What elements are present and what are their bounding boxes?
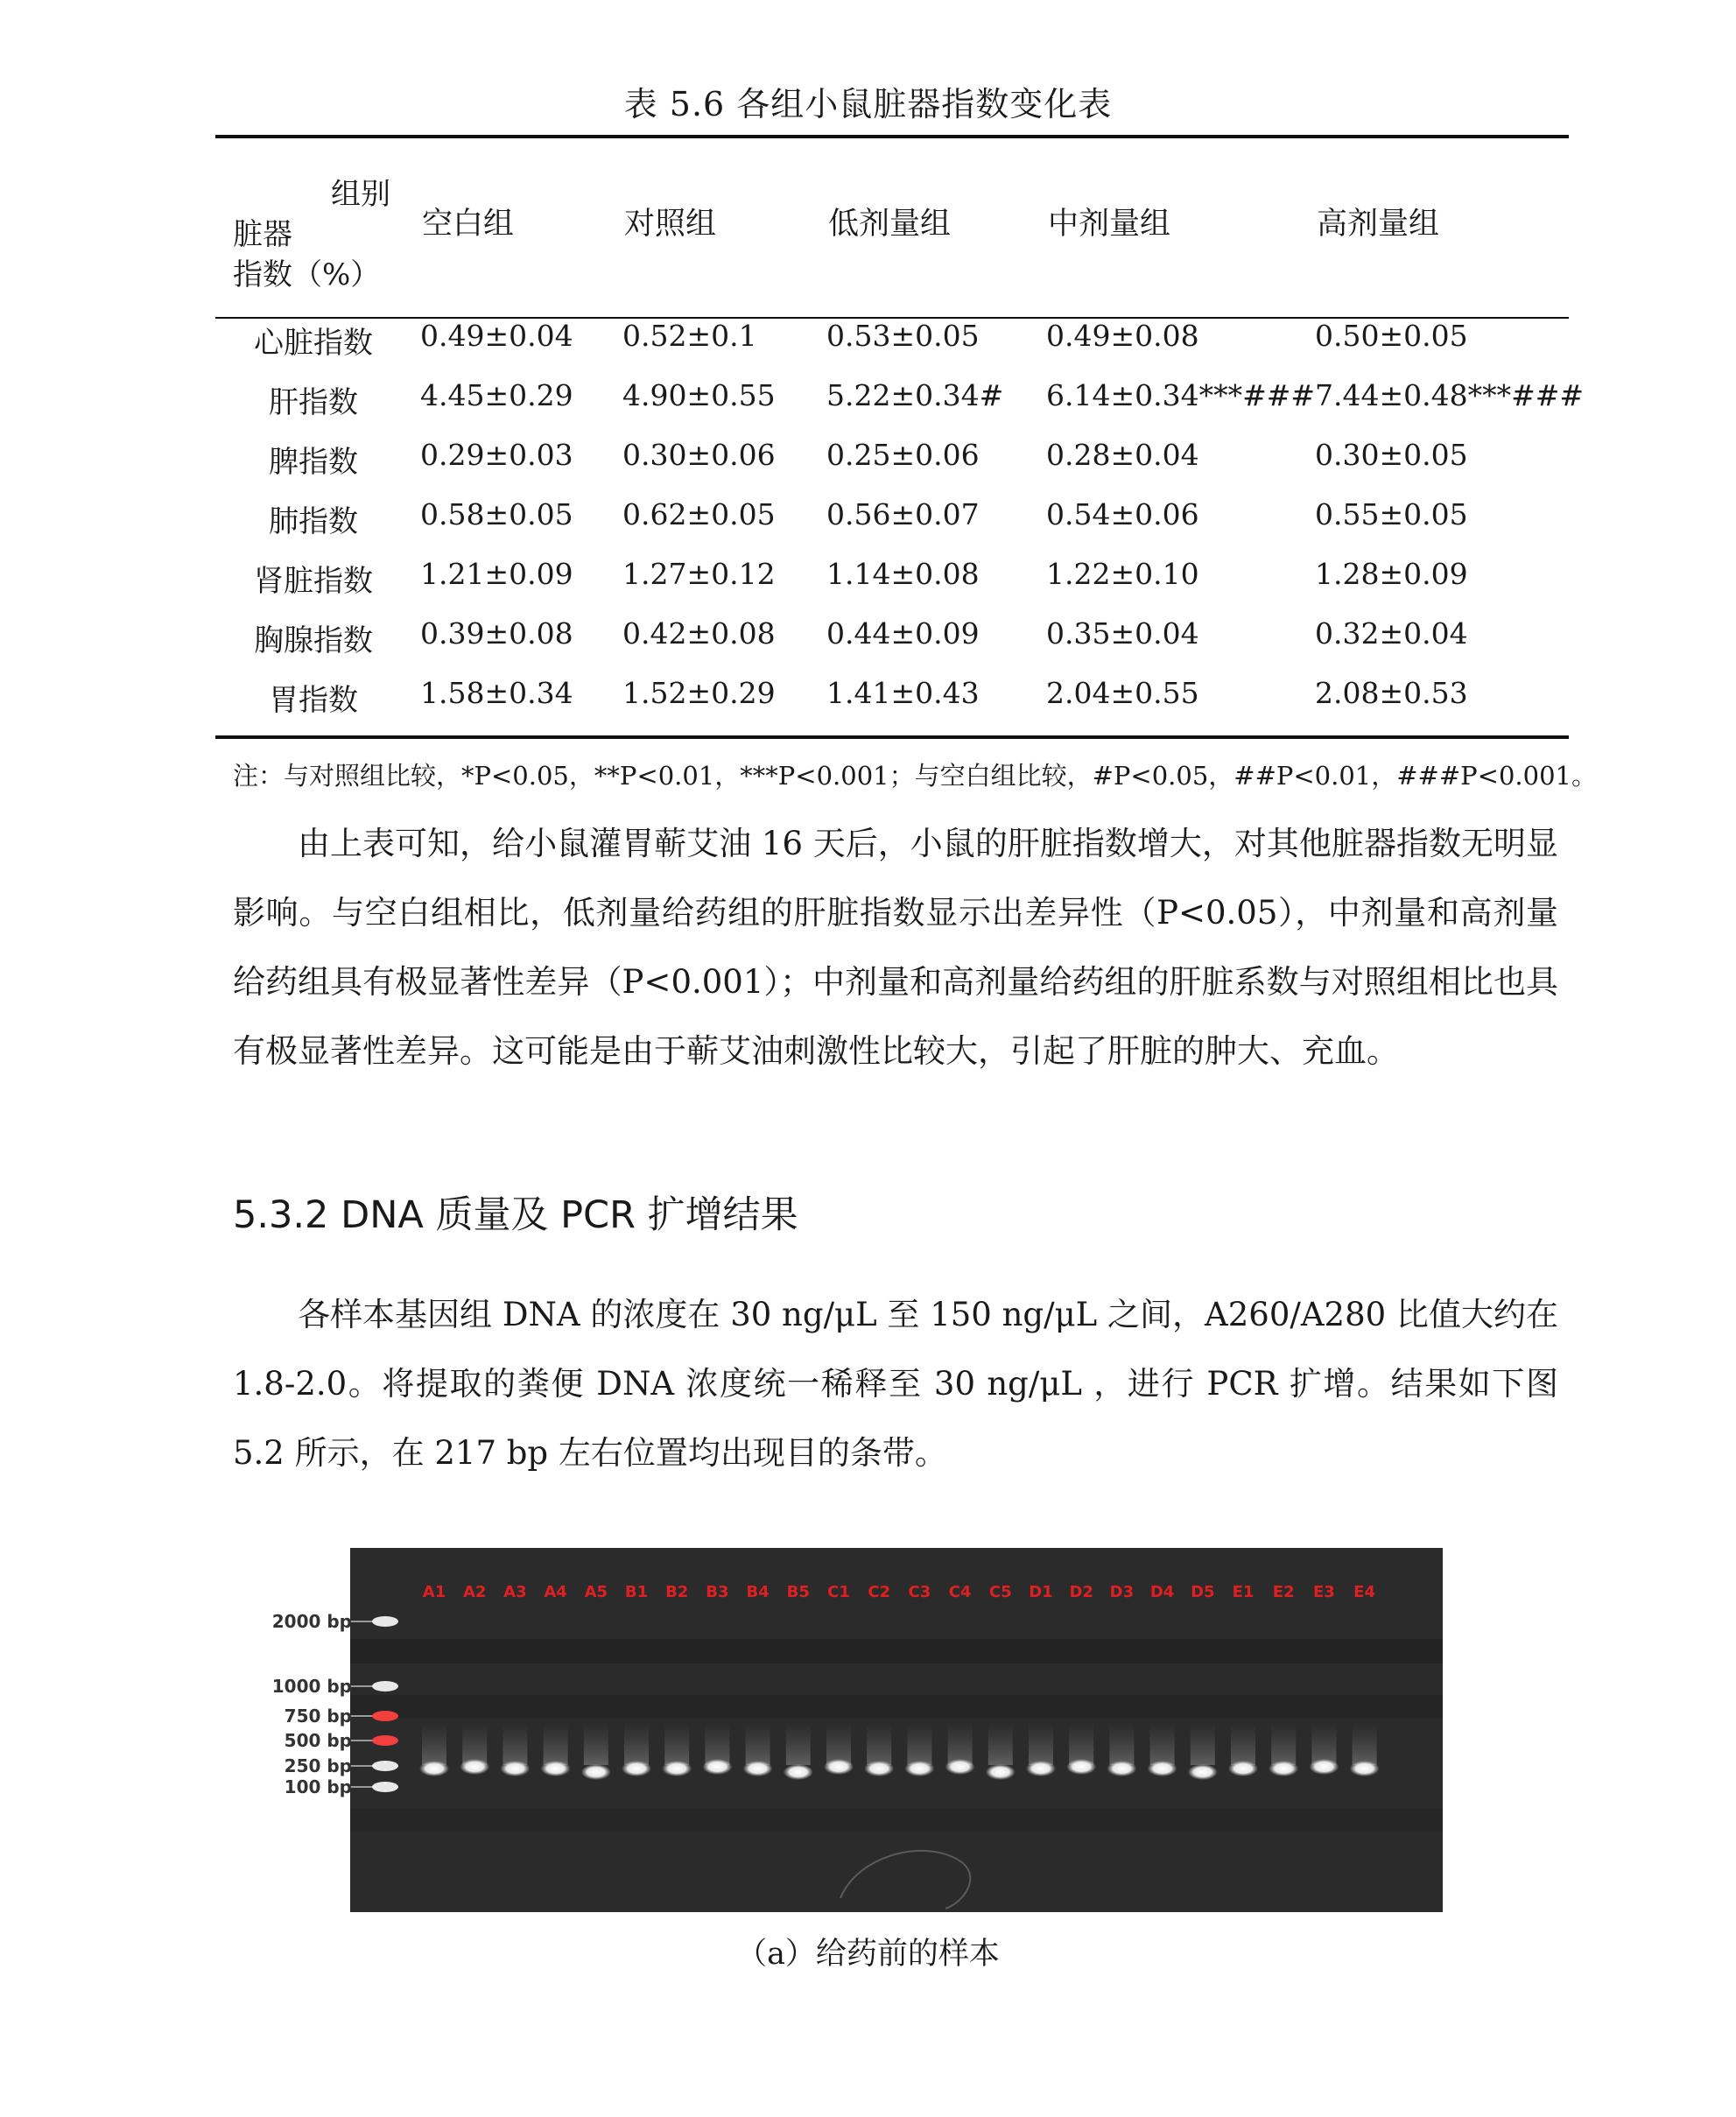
table-cell: 1.52±0.29: [622, 676, 776, 710]
ladder-band: [372, 1735, 398, 1746]
table-cell: 0.53±0.05: [826, 319, 980, 353]
ladder-band: [372, 1616, 398, 1627]
table-cell: 1.21±0.09: [420, 557, 573, 591]
table-top-rule: [215, 135, 1569, 138]
sample-band: [1188, 1764, 1218, 1780]
table-cell: 0.28±0.04: [1046, 438, 1199, 472]
table-cell: 0.39±0.08: [420, 616, 573, 651]
table-row: [0, 438, 1736, 497]
lane-label: C3: [908, 1583, 931, 1601]
table-cell: 1.22±0.10: [1046, 557, 1199, 591]
lane-smear: [462, 1723, 487, 1765]
lane-smear: [1311, 1723, 1336, 1765]
row-name: 胸腺指数: [254, 623, 373, 658]
table-title: 表 5.6 各组小鼠脏器指数变化表: [623, 85, 1113, 123]
ladder-band: [372, 1711, 398, 1721]
lane-label: D3: [1109, 1583, 1135, 1601]
lane-smear: [503, 1723, 527, 1765]
lane-smear: [1069, 1723, 1093, 1765]
lane-smear: [867, 1723, 891, 1765]
table-row: [0, 557, 1736, 616]
column-header-mid-dose: 中剂量组: [1048, 207, 1171, 242]
section-heading: 5.3.2 DNA 质量及 PCR 扩增结果: [233, 1193, 798, 1237]
sample-band: [986, 1764, 1016, 1780]
lane-smear: [1271, 1723, 1296, 1765]
row-name: 心脏指数: [254, 326, 373, 361]
table-note: 注：与对照组比较，*P<0.05，**P<0.01，***P<0.001；与空白组比较，#P<0.05，##P<0.01，###P<0.001。: [233, 761, 1597, 791]
table-cell: 2.04±0.55: [1046, 676, 1199, 710]
table-cell: 0.62±0.05: [622, 497, 776, 531]
lane-smear: [705, 1723, 729, 1765]
table-cell: 4.90±0.55: [622, 378, 776, 412]
body-paragraph: 各样本基因组 DNA 的浓度在 30 ng/μL 至 150 ng/μL 之间，A260/A280 比值大约在 1.8-2.0。将提取的粪便 DNA 浓度统一稀释至 30 ng/μL ，进行 PCR 扩增。结果如下图 5.2 所示，在 217 bp 左右位置均出现目的条带。: [233, 1296, 1558, 1472]
table-cell: 0.49±0.08: [1046, 319, 1199, 353]
table-cell: 0.30±0.06: [622, 438, 776, 472]
lane-label: D4: [1149, 1583, 1175, 1601]
table-cell: 0.44±0.09: [826, 616, 980, 651]
column-header-low-dose: 低剂量组: [828, 207, 952, 242]
table-cell: 0.52±0.1: [622, 319, 757, 353]
sample-band: [702, 1759, 732, 1775]
table-row: [0, 497, 1736, 557]
lane-label: E3: [1312, 1583, 1335, 1601]
lane-label: A3: [503, 1583, 527, 1601]
table-cell: 0.55±0.05: [1315, 497, 1468, 531]
table-row: [0, 676, 1736, 735]
lane-label: C5: [988, 1583, 1012, 1601]
sample-band: [500, 1761, 530, 1776]
sample-band: [541, 1761, 571, 1776]
lane-label: B3: [706, 1583, 729, 1601]
sample-band: [1269, 1761, 1298, 1776]
lane-smear: [1353, 1723, 1377, 1765]
lane-label: E1: [1232, 1583, 1255, 1601]
lane-smear: [1150, 1723, 1175, 1765]
lane-smear: [624, 1723, 649, 1765]
ladder-band: [372, 1681, 398, 1691]
table-cell: 0.42±0.08: [622, 616, 776, 651]
lane-smear: [422, 1723, 446, 1765]
sample-band: [904, 1761, 934, 1776]
row-name: 肺指数: [269, 504, 358, 539]
row-name: 肾脏指数: [254, 564, 373, 599]
table-cell: 0.50±0.05: [1315, 319, 1468, 353]
lane-smear: [988, 1723, 1013, 1765]
gel-electrophoresis-image: [350, 1548, 1443, 1912]
lane-label: E2: [1272, 1583, 1295, 1601]
lane-smear: [1029, 1723, 1053, 1765]
lane-label: E4: [1353, 1583, 1376, 1601]
table-cell: 5.22±0.34#: [826, 378, 1004, 412]
table-cell: 0.54±0.06: [1046, 497, 1199, 531]
ladder-size-label: 100 bp: [284, 1776, 352, 1797]
table-cell: 7.44±0.48***###: [1315, 378, 1585, 412]
lane-label: B1: [624, 1583, 649, 1601]
table-cell: 1.27±0.12: [622, 557, 776, 591]
sample-band: [945, 1759, 975, 1775]
ladder-size-label: 1000 bp: [271, 1676, 352, 1697]
ladder-size-label: 750 bp: [284, 1706, 352, 1727]
lane-label: D1: [1029, 1583, 1053, 1601]
lane-smear: [1191, 1723, 1215, 1765]
table-cell: 1.14±0.08: [826, 557, 980, 591]
sample-band: [622, 1761, 651, 1776]
sample-band: [581, 1764, 611, 1780]
lane-smear: [826, 1723, 851, 1765]
lane-smear: [584, 1723, 608, 1765]
table-cell: 4.45±0.29: [420, 378, 573, 412]
lane-label: D5: [1191, 1583, 1215, 1601]
ladder-band: [372, 1782, 398, 1792]
lane-label: D2: [1069, 1583, 1093, 1601]
lane-label: C1: [827, 1583, 850, 1601]
table-cell: 0.30±0.05: [1315, 438, 1468, 472]
sample-band: [1309, 1759, 1339, 1775]
lane-smear: [544, 1723, 568, 1765]
sample-band: [1026, 1761, 1056, 1776]
table-cell: 6.14±0.34***###: [1046, 378, 1316, 412]
table-cell: 0.35±0.04: [1046, 616, 1199, 651]
lane-smear: [907, 1723, 931, 1765]
row-name: 肝指数: [269, 385, 358, 420]
table-cell: 0.49±0.04: [420, 319, 573, 353]
figure-caption: （a）给药前的样本: [736, 1937, 1000, 1972]
table-cell: 0.29±0.03: [420, 438, 573, 472]
body-paragraph: 由上表可知，给小鼠灌胃蕲艾油 16 天后，小鼠的肝脏指数增大，对其他脏器指数无明显影响。与空白组相比，低剂量给药组的肝脏指数显示出差异性（P<0.05），中剂量和高剂量给药组具有极显著性差异（P<0.001）；中剂量和高剂量给药组的肝脏系数与对照组相比也具有极显著性差异。这可能是由于蕲艾油刺激性比较大，引起了肝脏的肿大、充血。: [233, 825, 1558, 1070]
lane-label: C4: [948, 1583, 972, 1601]
lane-smear: [948, 1723, 973, 1765]
sample-band: [1350, 1761, 1380, 1776]
sample-band: [1148, 1761, 1177, 1776]
sample-band: [864, 1761, 894, 1776]
header-group-label: 组别: [331, 177, 390, 212]
gel-image: [350, 1548, 1443, 1912]
lane-label: A1: [422, 1583, 446, 1601]
gel-figure: [215, 1548, 1458, 1916]
lane-label: A4: [544, 1583, 567, 1601]
column-header-control: 对照组: [624, 207, 717, 242]
table-cell: 1.58±0.34: [420, 676, 573, 710]
lane-label: B4: [746, 1583, 770, 1601]
table-row: [0, 319, 1736, 378]
table-cell: 1.41±0.43: [826, 676, 980, 710]
table-cell: 0.58±0.05: [420, 497, 573, 531]
sample-band: [1066, 1759, 1096, 1775]
ladder-size-label: 500 bp: [284, 1730, 352, 1751]
ladder-size-label: 250 bp: [284, 1755, 352, 1776]
table-cell: 2.08±0.53: [1315, 676, 1468, 710]
table-cell: 0.32±0.04: [1315, 616, 1468, 651]
lane-smear: [746, 1723, 770, 1765]
sample-band: [419, 1761, 449, 1776]
lane-label: C2: [868, 1583, 891, 1601]
column-header-blank: 空白组: [422, 207, 515, 242]
lane-label: A2: [462, 1583, 487, 1601]
ladder-size-label: 2000 bp: [271, 1611, 352, 1632]
sample-band: [824, 1759, 854, 1775]
sample-band: [1107, 1761, 1136, 1776]
column-header-high-dose: 高剂量组: [1317, 207, 1440, 242]
sample-band: [784, 1764, 813, 1780]
sample-band: [662, 1761, 692, 1776]
lane-smear: [1231, 1723, 1255, 1765]
lane-label: A5: [584, 1583, 608, 1601]
lane-smear: [1109, 1723, 1134, 1765]
row-name: 脾指数: [269, 445, 358, 480]
lane-label: B2: [665, 1583, 689, 1601]
table-cell: 0.56±0.07: [826, 497, 980, 531]
table-row: [0, 378, 1736, 438]
lane-label: B5: [786, 1583, 810, 1601]
sample-band: [1228, 1761, 1258, 1776]
table-bottom-rule: [215, 735, 1569, 739]
table-row: [0, 616, 1736, 676]
header-organ-label: 脏器: [233, 217, 292, 252]
header-index-label: 指数（%）: [233, 257, 381, 292]
lane-smear: [786, 1723, 811, 1765]
sample-band: [460, 1759, 489, 1775]
ladder-band: [372, 1761, 398, 1771]
row-name: 胃指数: [269, 683, 358, 718]
table-cell: 0.25±0.06: [826, 438, 980, 472]
lane-smear: [664, 1723, 689, 1765]
sample-band: [743, 1761, 773, 1776]
table-cell: 1.28±0.09: [1315, 557, 1468, 591]
